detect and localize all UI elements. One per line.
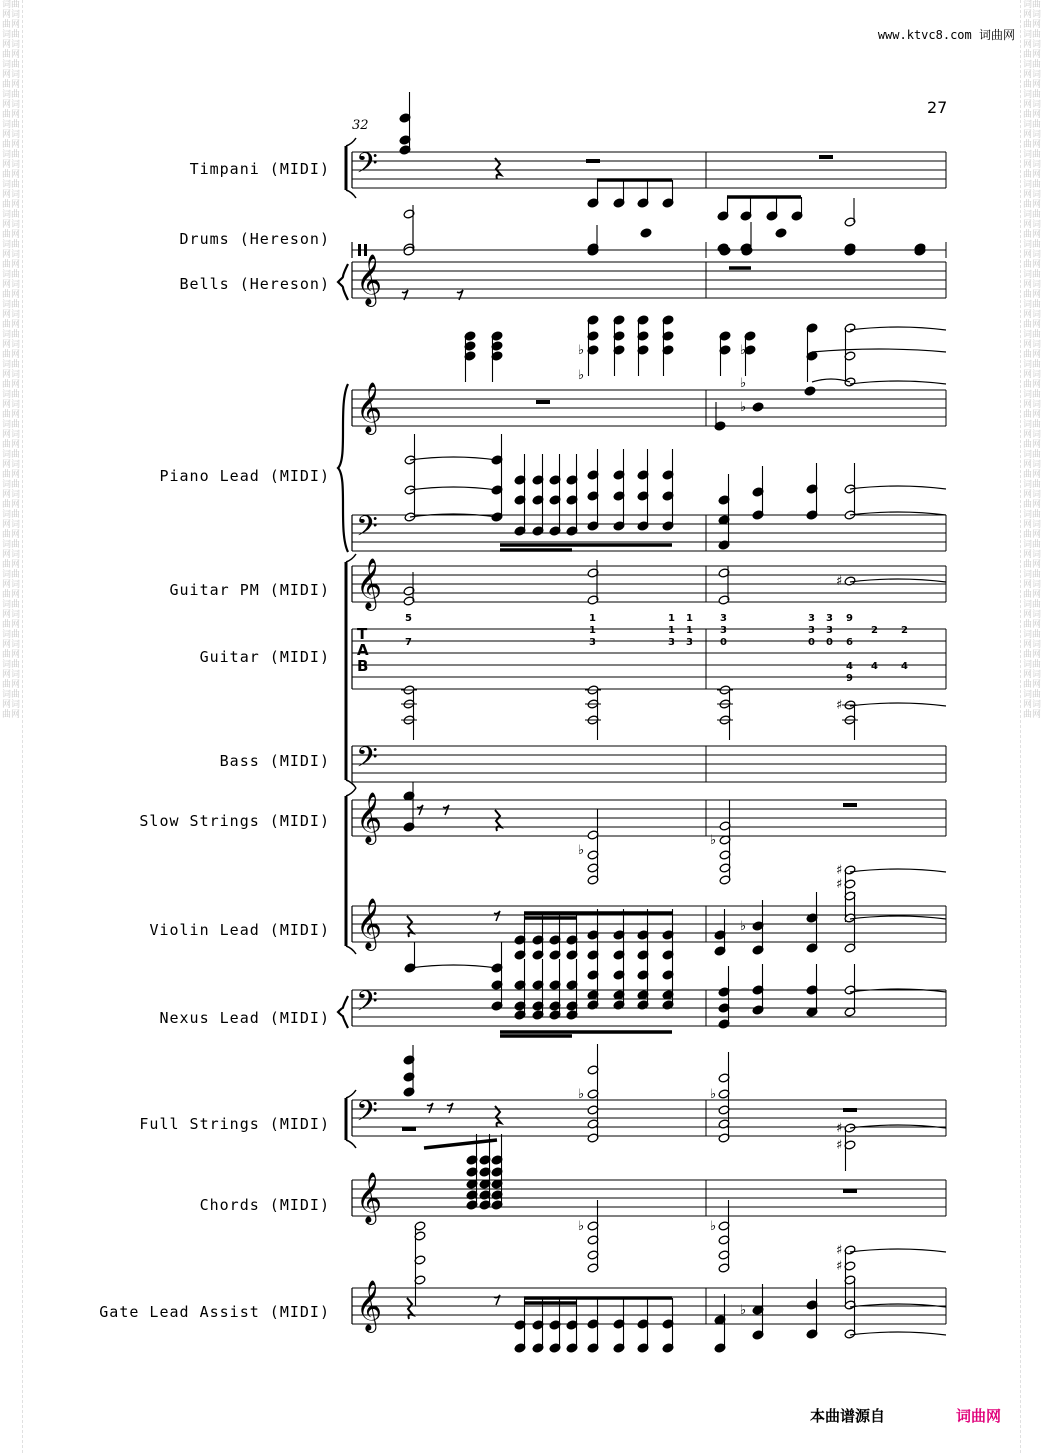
label-bells: Bells (Hereson) (179, 275, 330, 293)
page-number: 27 (927, 98, 948, 117)
tab-fret-number: 6 (846, 637, 853, 648)
tie (850, 703, 946, 706)
footer-site-name[interactable]: 词曲网 (956, 1407, 1002, 1425)
flat-accidental: ♭ (578, 368, 585, 383)
tab-fret-number: 4 (901, 661, 908, 672)
tab-fret-number: 3 (720, 625, 727, 636)
label-drums: Drums (Hereson) (179, 230, 330, 248)
staff-gate-lead-treble-clef-icon: 𝄞 (356, 1280, 383, 1331)
tab-fret-number: 3 (808, 613, 815, 624)
timpani-bracket (346, 190, 356, 198)
tab-fret-number: 3 (808, 625, 815, 636)
sharp-accidental: ♯ (836, 877, 843, 892)
staff-guitar-pm-treble-clef-icon: 𝄞 (356, 558, 383, 609)
half-rest (843, 1189, 857, 1193)
tie (850, 381, 946, 384)
sharp-accidental: ♯ (836, 1121, 843, 1136)
half-rest (586, 159, 600, 163)
label-guitar: Guitar (MIDI) (199, 648, 330, 666)
tie (410, 457, 497, 460)
note-head (640, 228, 652, 238)
guitar-bass-bracket (346, 554, 356, 562)
nexus-brace (338, 996, 348, 1028)
label-violin-lead: Violin Lead (MIDI) (149, 921, 330, 939)
tie (850, 579, 946, 582)
label-guitar-pm: Guitar PM (MIDI) (169, 581, 330, 599)
tab-fret-number: 2 (871, 625, 878, 636)
flat-accidental: ♭ (578, 343, 585, 358)
left-watermark-strip: 词曲网词曲网词曲网词曲网词曲网词曲网词曲网词曲网词曲网词曲网词曲网词曲网词曲网词曲网词曲网词曲网词曲网词曲网词曲网词曲网词曲网词曲网词曲网词曲网词曲网词曲网词曲网词曲网词曲网词曲网词曲网词曲网词曲网词曲网词曲网词曲网词曲网词曲网词曲网词曲网词曲网词曲网词曲网词曲网词曲网词曲网词曲网词曲网 (0, 0, 23, 1453)
tie (812, 379, 850, 382)
tab-fret-number: 1 (686, 613, 693, 624)
tie (812, 349, 946, 352)
tie (850, 1332, 946, 1335)
staff-piano-lower-bass-clef-icon: 𝄢 (356, 510, 378, 550)
tab-fret-number: 9 (846, 613, 853, 624)
timpani-bracket (346, 138, 356, 146)
staff-timpani-bass-clef-icon: 𝄢 (356, 147, 378, 187)
flat-accidental: ♭ (710, 833, 717, 848)
half-rest (843, 1108, 857, 1112)
tie (850, 916, 946, 919)
sharp-accidental: ♯ (836, 863, 843, 878)
tie (410, 965, 497, 968)
guitar-bass-bracket (346, 780, 356, 788)
tab-fret-number: 2 (901, 625, 908, 636)
tab-fret-number: 1 (686, 625, 693, 636)
tab-clef-letter: A (357, 641, 369, 659)
note-beam (424, 1140, 497, 1148)
flat-accidental: ♭ (740, 343, 747, 358)
eighth-rest (447, 1103, 453, 1113)
tie (850, 486, 946, 489)
strings-bracket (346, 946, 356, 954)
staff-bass-bass-clef-icon: 𝄢 (356, 741, 378, 781)
flat-accidental: ♭ (710, 1087, 717, 1102)
tab-fret-number: 5 (405, 613, 412, 624)
sharp-accidental: ♯ (836, 1259, 843, 1274)
full-strings-bracket (346, 1140, 356, 1148)
staff-slow-strings-treble-clef-icon: 𝄞 (356, 792, 383, 843)
sharp-accidental: ♯ (836, 1138, 843, 1153)
note-head (804, 386, 816, 396)
tie (850, 869, 946, 872)
flat-accidental: ♭ (578, 843, 585, 858)
tab-fret-number: 1 (589, 613, 596, 624)
staff-full-strings-bass-clef-icon: 𝄢 (356, 1095, 378, 1135)
half-rest (402, 1127, 416, 1131)
half-rest (819, 155, 833, 159)
staff-piano-upper-treble-clef-icon: 𝄞 (356, 382, 383, 433)
bells-brace (338, 264, 348, 300)
tab-fret-number: 0 (720, 637, 727, 648)
measure-number: 32 (352, 118, 369, 133)
tab-fret-number: 4 (871, 661, 878, 672)
tab-fret-number: 9 (846, 673, 853, 684)
label-nexus-lead: Nexus Lead (MIDI) (159, 1009, 330, 1027)
tab-fret-number: 3 (686, 637, 693, 648)
sharp-accidental: ♯ (836, 574, 843, 589)
note-head (752, 402, 764, 412)
tab-fret-number: 3 (826, 625, 833, 636)
staff-violin-lead-treble-clef-icon: 𝄞 (356, 898, 383, 949)
piano-brace (338, 384, 348, 552)
half-rest (843, 803, 857, 807)
label-gate-lead-assist: Gate Lead Assist (MIDI) (99, 1303, 330, 1321)
flat-accidental: ♭ (578, 1087, 585, 1102)
tab-fret-number: 7 (405, 637, 412, 648)
site-name: 词曲网 (978, 28, 1015, 42)
half-rest (536, 400, 550, 404)
quarter-rest (407, 1298, 413, 1319)
tab-fret-number: 3 (589, 637, 596, 648)
label-timpani: Timpani (MIDI) (189, 160, 330, 178)
flat-accidental: ♭ (740, 919, 747, 934)
eighth-rest (443, 805, 449, 815)
label-bass: Bass (MIDI) (219, 752, 330, 770)
sharp-accidental: ♯ (836, 698, 843, 713)
site-url[interactable]: www.ktvc8.com (877, 28, 972, 42)
tab-fret-number: 3 (668, 637, 675, 648)
flat-accidental: ♭ (740, 400, 747, 415)
quarter-rest (407, 916, 413, 937)
label-piano-lead: Piano Lead (MIDI) (159, 467, 330, 485)
flat-accidental: ♭ (710, 1219, 717, 1234)
quarter-rest (495, 810, 501, 831)
sharp-accidental: ♯ (836, 1243, 843, 1258)
flat-accidental: ♭ (578, 1219, 585, 1234)
tab-fret-number: 3 (826, 613, 833, 624)
strings-bracket (346, 788, 356, 796)
tab-clef-letter: B (357, 657, 369, 675)
tab-fret-number: 0 (826, 637, 833, 648)
tab-fret-number: 1 (668, 625, 675, 636)
tab-fret-number: 4 (846, 661, 853, 672)
tab-fret-number: 3 (720, 613, 727, 624)
staff-bells-treble-clef-icon: 𝄞 (356, 254, 383, 305)
eighth-rest (417, 805, 423, 815)
right-watermark-strip: 词曲网词曲网词曲网词曲网词曲网词曲网词曲网词曲网词曲网词曲网词曲网词曲网词曲网词曲网词曲网词曲网词曲网词曲网词曲网词曲网词曲网词曲网词曲网词曲网词曲网词曲网词曲网词曲网词曲网词曲网词曲网词曲网词曲网词曲网词曲网词曲网词曲网词曲网词曲网词曲网词曲网词曲网词曲网词曲网词曲网词曲网词曲网词曲网 (1020, 0, 1043, 1453)
footer-source-label: 本曲谱源自 (810, 1407, 886, 1425)
note-head (775, 228, 787, 238)
label-chords: Chords (MIDI) (199, 1196, 330, 1214)
tab-clef-letter: T (357, 625, 368, 643)
flat-accidental: ♭ (740, 1303, 747, 1318)
eighth-rest (427, 1103, 433, 1113)
full-strings-bracket (346, 1090, 356, 1098)
tie (410, 487, 497, 490)
label-slow-strings: Slow Strings (MIDI) (139, 812, 330, 830)
staff-nexus-lead-bass-clef-icon: 𝄢 (356, 985, 378, 1025)
tab-fret-number: 1 (668, 613, 675, 624)
tab-fret-number: 0 (808, 637, 815, 648)
staff-chords-treble-clef-icon: 𝄞 (356, 1172, 383, 1223)
flat-accidental: ♭ (740, 376, 747, 391)
label-full-strings: Full Strings (MIDI) (139, 1115, 330, 1133)
tie (850, 327, 946, 330)
eighth-rest (494, 911, 500, 921)
tab-fret-number: 1 (589, 625, 596, 636)
tie (850, 1249, 946, 1252)
